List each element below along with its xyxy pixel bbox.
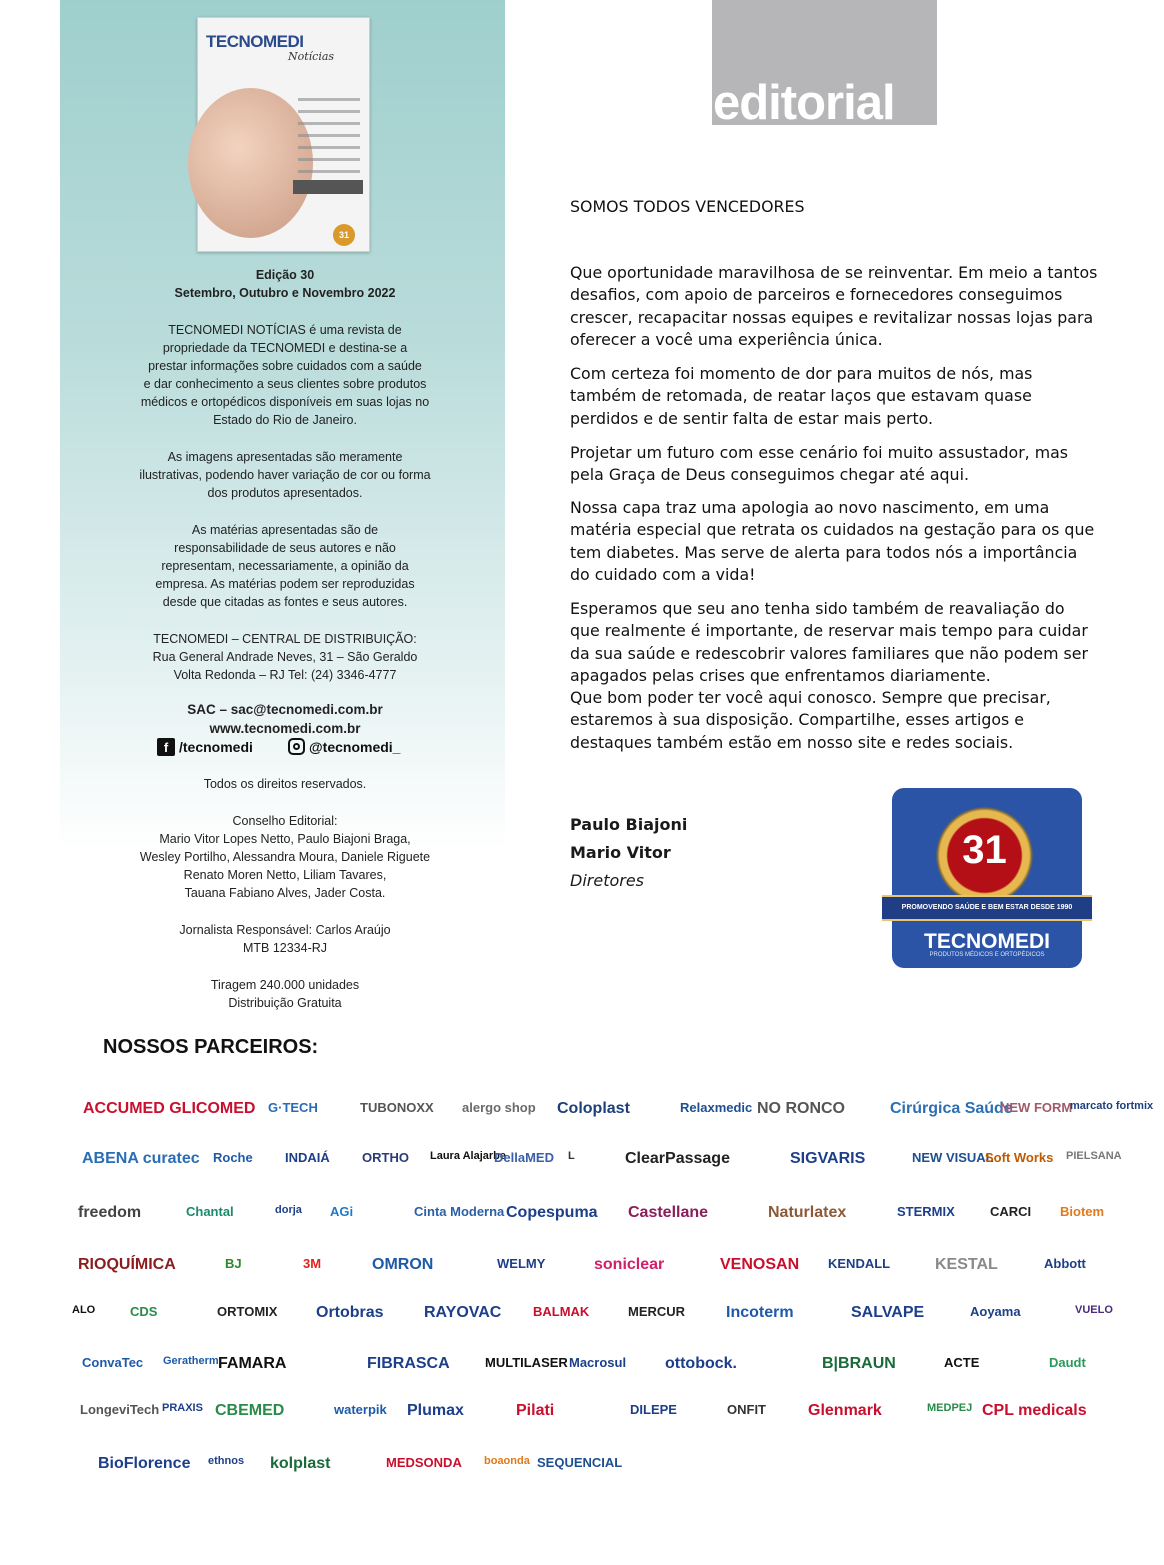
partner-logo: alergo shop <box>462 1100 536 1115</box>
partner-logo: kolplast <box>270 1455 331 1472</box>
address <box>110 630 460 684</box>
partner-logo: WELMY <box>497 1256 546 1271</box>
partner-logo: AGi <box>330 1204 354 1219</box>
facebook-handle: /tecnomedi <box>179 739 253 755</box>
seal-number: 31 <box>962 828 1007 872</box>
partner-logo: ORTHO <box>362 1150 409 1165</box>
about-line: propriedade da TECNOMEDI e destina-se a <box>162 341 408 355</box>
sac-email[interactable]: SAC – sac@tecnomedi.com.br <box>187 702 383 717</box>
edition-info <box>110 266 460 302</box>
partner-logo: freedom <box>78 1204 142 1221</box>
article-paragraph <box>570 262 1120 351</box>
anniversary-seal <box>892 788 1082 968</box>
partner-logo: PIELSANA <box>1066 1150 1122 1162</box>
partner-logo: L <box>568 1150 575 1162</box>
about-line: médicos e ortopédicos disponíveis em suas lojas no <box>140 395 430 409</box>
partner-logo: PRAXIS <box>162 1402 203 1414</box>
partner-logo: VUELO <box>1075 1304 1113 1316</box>
articles-note-line: desde que citadas as fontes e seus autores. <box>162 595 408 609</box>
address-line: Rua General Andrade Neves, 31 – São Geraldo <box>152 650 418 664</box>
partner-logo: ACCUMED GLICOMED <box>83 1100 256 1117</box>
images-note <box>110 448 460 502</box>
partner-logo: waterpik <box>334 1402 387 1417</box>
seal-brand: TECNOMEDI <box>924 930 1050 953</box>
partner-logo: BALMAK <box>533 1304 590 1319</box>
partner-logo: SIGVARIS <box>790 1150 866 1167</box>
articles-note-line: empresa. As matérias podem ser reproduzidas <box>155 577 415 591</box>
partner-logo: MEDPEJ <box>927 1402 973 1414</box>
website-link[interactable]: www.tecnomedi.com.br <box>209 721 361 736</box>
partner-logo: ORTOMIX <box>217 1304 278 1319</box>
cover-logo: TECNOMEDI <box>206 32 304 51</box>
partner-logo: Soft Works <box>985 1150 1054 1165</box>
article-line: Que oportunidade maravilhosa de se reinventar. Em meio a tantos <box>570 263 1098 282</box>
partner-logo: Castellane <box>628 1204 709 1221</box>
article-heading: SOMOS TODOS VENCEDORES <box>570 197 805 216</box>
partner-logo: Daudt <box>1049 1355 1086 1370</box>
journalist-line: Jornalista Responsável: Carlos Araújo <box>179 923 391 937</box>
article-paragraph <box>570 363 1120 430</box>
article-line: pela Graça de Deus conseguimos chegar até aqui. <box>570 465 969 485</box>
partner-logo: FIBRASCA <box>367 1355 450 1372</box>
journalist <box>110 921 460 957</box>
address-line: Volta Redonda – RJ Tel: (24) 3346-4777 <box>173 668 397 682</box>
partner-logo: BJ <box>225 1256 242 1271</box>
partner-logo: Cinta Moderna <box>414 1204 505 1219</box>
article-line: desafios, com apoio de parceiros e fornecedores conseguimos <box>570 285 1063 305</box>
circulation-line: Tiragem 240.000 unidades <box>210 978 360 992</box>
partner-logo: Copespuma <box>506 1204 598 1221</box>
partner-logo: ABENA curatec <box>82 1150 200 1167</box>
seal-ribbon: PROMOVENDO SAÚDE E BEM ESTAR DESDE 1990 <box>882 895 1092 921</box>
articles-note-line: As matérias apresentadas são de <box>191 523 379 537</box>
cover-headlines <box>298 98 360 182</box>
partner-logo: Roche <box>213 1150 253 1165</box>
partner-logo: Aoyama <box>970 1304 1021 1319</box>
partner-logo: OMRON <box>372 1256 434 1273</box>
partner-logo: INDAIÁ <box>285 1150 330 1165</box>
article-paragraph <box>570 442 1120 487</box>
facebook-link[interactable] <box>157 738 253 756</box>
partner-logo: LongeviTech <box>80 1402 160 1417</box>
about-line: Estado do Rio de Janeiro. <box>213 413 357 427</box>
article-line: perdidos e de sentir falta de estar mais perto. <box>570 408 934 428</box>
partner-logo: marcato fortmix <box>1070 1100 1154 1112</box>
article-line: estaremos à sua disposição. Compartilhe, esses artigos e <box>570 710 1024 730</box>
partner-logo: Abbott <box>1044 1256 1086 1271</box>
partner-logo: Macrosul <box>569 1355 627 1370</box>
images-note-line: As imagens apresentadas são meramente <box>167 450 403 464</box>
partner-logo: MERCUR <box>628 1304 686 1319</box>
cover-subtitle: Notícias <box>288 50 335 63</box>
about-line: e dar conhecimento a seus clientes sobre produtos <box>143 377 427 391</box>
partner-logo: CBEMED <box>215 1402 285 1419</box>
cover-badge: 31 <box>333 224 355 246</box>
council-line: Mario Vitor Lopes Netto, Paulo Biajoni Braga, <box>159 832 411 846</box>
partner-logo: Ortobras <box>316 1304 384 1321</box>
partner-logo: Glenmark <box>808 1402 882 1419</box>
partner-logo: ONFIT <box>727 1402 766 1417</box>
article-line: da sua saúde e redescobrir valores familiares que não podem ser <box>570 643 1088 663</box>
partner-logo: Plumax <box>407 1402 464 1419</box>
partner-logo: STERMIX <box>897 1204 955 1219</box>
partner-logo: BioFlorence <box>98 1455 191 1472</box>
journalist-line: MTB 12334-RJ <box>242 941 328 955</box>
partner-logo: SEQUENCIAL <box>537 1455 623 1470</box>
partner-logo: ethnos <box>208 1455 245 1467</box>
council-label: Conselho Editorial: <box>232 814 338 828</box>
articles-note-line: responsabilidade de seus autores e não <box>174 541 396 555</box>
article-line: Com certeza foi momento de dor para muitos de nós, mas <box>570 364 1033 383</box>
partner-logo: ACTE <box>944 1355 980 1370</box>
editorial-council <box>110 812 460 902</box>
partner-logo: MEDSONDA <box>386 1455 462 1470</box>
circulation <box>110 976 460 1012</box>
partner-logo: Coloplast <box>557 1100 630 1117</box>
article-paragraph <box>570 598 1120 754</box>
article-line: destaques também estão em nosso site e redes sociais. <box>570 732 1014 752</box>
partner-logo: Chantal <box>186 1204 234 1219</box>
article-line: tem diabetes. Mas serve de alerta para todos nós a importância <box>570 542 1078 562</box>
article-paragraph <box>570 497 1120 586</box>
article-line: também de retomada, de reatar laços que estavam quase <box>570 386 1032 406</box>
article-line: Projetar um futuro com esse cenário foi muito assustador, mas <box>570 443 1069 462</box>
partner-logo: CPL medicals <box>982 1402 1087 1419</box>
about-line: prestar informações sobre cuidados com a saúde <box>148 359 422 373</box>
partner-logo: DellaMED <box>494 1150 554 1165</box>
partner-logo: FAMARA <box>218 1355 287 1372</box>
address-line: TECNOMEDI – CENTRAL DE DISTRIBUIÇÃO: <box>153 632 417 646</box>
partner-logo: TUBONOXX <box>360 1100 434 1115</box>
article-line: do cuidado com a vida! <box>570 564 756 584</box>
images-note-line: dos produtos apresentados. <box>207 486 363 500</box>
facebook-icon: f <box>157 738 175 756</box>
article-line: matéria especial que retrata os cuidados na gestação para os que <box>570 520 1095 540</box>
council-line: Tauana Fabiano Alves, Jader Costa. <box>184 886 386 900</box>
contacts <box>110 700 460 738</box>
signer-name: Paulo Biajoni <box>570 815 688 834</box>
cover-band <box>293 180 363 194</box>
partner-logo: G·TECH <box>268 1100 318 1115</box>
partner-logo: soniclear <box>594 1256 665 1273</box>
article-line: Que bom poder ter você aqui conosco. Sempre que precisar, <box>570 688 1051 708</box>
images-note-line: ilustrativas, podendo haver variação de cor ou forma <box>139 468 431 482</box>
partner-logo: Relaxmedic <box>680 1100 753 1115</box>
partner-logo: ClearPassage <box>625 1150 730 1167</box>
about-line: TECNOMEDI NOTÍCIAS é uma revista de <box>168 323 402 337</box>
edition-period: Setembro, Outubro e Novembro 2022 <box>174 286 396 300</box>
instagram-handle: @tecnomedi_ <box>309 738 401 755</box>
partner-logo: SALVAPE <box>851 1304 925 1321</box>
partners-title: NOSSOS PARCEIROS: <box>103 1036 319 1058</box>
council-line: Renato Moren Netto, Liliam Tavares, <box>183 868 387 882</box>
article-line: oferecer a você uma experiência única. <box>570 329 883 349</box>
articles-note-line: representam, necessariamente, a opinião da <box>161 559 409 573</box>
partner-logo: MULTILASER <box>485 1355 568 1370</box>
rights <box>110 775 460 793</box>
partner-logo: CDS <box>130 1304 158 1319</box>
instagram-link[interactable] <box>288 738 400 755</box>
partner-logo: boaonda <box>484 1455 530 1467</box>
partner-logo: Geratherm <box>163 1355 219 1367</box>
partner-logo: KESTAL <box>935 1256 998 1273</box>
partner-logo: NEW VISUAL <box>912 1150 994 1165</box>
partner-logo: B|BRAUN <box>822 1355 896 1372</box>
signer-name: Mario Vitor <box>570 843 671 862</box>
cover-photo <box>188 88 313 238</box>
partner-logo: dorja <box>275 1204 302 1216</box>
article-line: que realmente é importante, de reservar mais tempo para cuidar <box>570 621 1088 641</box>
rights-text: Todos os direitos reservados. <box>203 777 367 791</box>
articles-note <box>110 521 460 611</box>
partner-logo: Cirúrgica Saúde <box>890 1100 1013 1117</box>
article-line: Esperamos que seu ano tenha sido também de reavaliação do <box>570 599 1065 618</box>
seal-subtitle: PRODUTOS MÉDICOS E ORTOPÉDICOS <box>929 952 1045 958</box>
partner-logo: ottobock. <box>665 1355 737 1372</box>
partner-logo: RIOQUÍMICA <box>78 1256 176 1273</box>
partner-logo: 3M <box>303 1256 322 1271</box>
partner-logo: KENDALL <box>828 1256 891 1271</box>
partner-logo: ALO <box>72 1304 96 1316</box>
article-line: crescer, recapacitar nossas equipes e revitalizar nossas lojas para <box>570 307 1094 327</box>
article-line: Nossa capa traz uma apologia ao novo nascimento, em uma <box>570 498 1050 517</box>
partner-logo: RAYOVAC <box>424 1304 502 1321</box>
partner-logo: VENOSAN <box>720 1256 800 1273</box>
signature <box>570 811 687 895</box>
section-title: editorial <box>713 76 895 130</box>
instagram-icon <box>288 738 305 755</box>
magazine-cover <box>197 17 370 252</box>
article-line: apagados pelas crises que enfrentamos diariamente. <box>570 665 991 685</box>
signer-role: Diretores <box>570 871 645 890</box>
edition-number: Edição 30 <box>255 268 315 282</box>
partner-logo: Naturlatex <box>768 1204 847 1221</box>
partner-logo: Laura Alajarbe <box>430 1150 507 1162</box>
partner-logo: CARCI <box>990 1204 1032 1219</box>
circulation-line: Distribuição Gratuita <box>228 996 342 1010</box>
partner-logo: ConvaTec <box>82 1355 144 1370</box>
partner-logo: Biotem <box>1060 1204 1105 1219</box>
council-line: Wesley Portilho, Alessandra Moura, Daniele Riguete <box>139 850 431 864</box>
partner-logo: Incoterm <box>726 1304 794 1321</box>
partner-logo: NEW FORM <box>1000 1100 1073 1115</box>
partner-logo: DILEPE <box>630 1402 677 1417</box>
partner-logo: Pilati <box>516 1402 555 1419</box>
partner-logo: NO RONCO <box>757 1100 845 1117</box>
about-text <box>110 321 460 429</box>
